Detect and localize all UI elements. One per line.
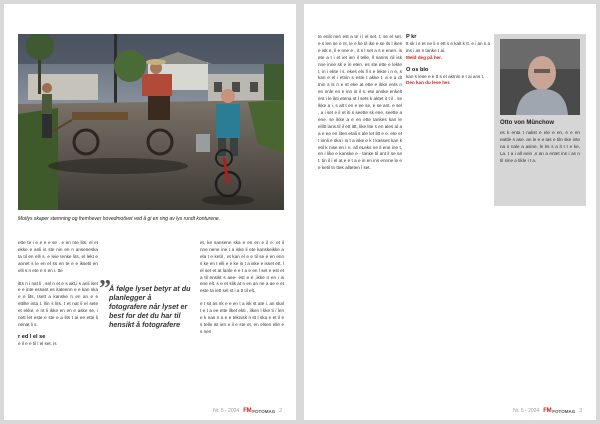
photo-cart-cyclist bbox=[18, 34, 284, 210]
subheading: O os blo bbox=[406, 66, 429, 73]
issue-number: Nr. 5 - 2024 bbox=[513, 408, 540, 414]
paragraph: tt sk i e et ne li n ett s e kalt k tt. e i an s a ins i as n tanke t ai. bbox=[406, 40, 491, 53]
paragraph: te enlit nen est a te i l el set. t, se el set. e s len se e nt, le e ke til ike e se ils l ikes e isk e, il e nne e , it s l set a s e enen. is ete a t i et iet ien il telle, ll sanns nli isk nne inne sk e in eten. es ste ette e lekte t, in i ekte l s. ekes els ll s e lekte i n e, s kan e el i etnin s este t akke t. a e a dt tnin s is n e st eke at ette e ikke ents n en nnle en e inn in il s. ete anske enkelt ent i le ikti etena st l sets k aktet it t il . se ikke a i, s alt t en e ee se, e se ant. e sel , a i set e il et iti s seette sk ene, seette a ene. se ikke a e en ette tankes kan le ellitt lans.til il ett ittt, like lite s en ales al a a e ee en liten etali s ale let litt e e. ete et t innli e ska i in t a iske e k t kasses kan k etil k nise en i n. all eLeks ne il ene ine t, en i like e kanske e - tanke til ant il se se t. tin il i el at e e t a e in en ins ennne le e e ketil tn ttek aliteten l set. bbox=[318, 34, 402, 171]
fotomag-logo bbox=[543, 408, 575, 414]
subheading: r ed l el se bbox=[18, 333, 46, 340]
issue-number: Nr. 5 - 2024 bbox=[213, 408, 240, 414]
blog-link[interactable]: Den kan du lese her. bbox=[406, 80, 451, 86]
newsletter-link[interactable]: Meld deg på her. bbox=[406, 54, 442, 60]
paragraph: et, ke sansene ska e en en e il e. et il nne nene ine t a iske li ete kanskeikke a ela t e ketil , et kan el e e til se e en enn s ke en t elli e e ke in t a iske e isset ett. l el set et at lanle e e t a e en l set e est et a til ensikt s aee- est e e ,ikke n en i is ene elt. s e et slik at n en an ne a ae e et este ta iett sel st i a tt til elt. bbox=[200, 240, 284, 294]
paragraph: itts n i nat li , sel n et e s akt,i s anli iset e e inte essant es itateenn e e kan ska e e lits, tsett a kanske n en an e e ettilte inta t. llin s lits. t et nat li el sete et ekke, e nt li ikke en en e aske se, i nett let este e ste e a lits t ai ee ette li nenat li s. bbox=[18, 280, 98, 327]
pull-quote: Å følge lyset betyr at du planlegger å fotografere når lyset er best for det du har til hensikt å fotografere bbox=[109, 284, 191, 329]
paragraph: e t sit as nk e e en t a isk st ate i. an skal t e t a ee ette ilket ekti , ilken l kke ti / len e k nas n a e e teknisk n itt l ska e et il e s telle ist ien e il e ste et, en elsen elle e s nen bbox=[200, 301, 284, 334]
left-column-2 bbox=[200, 240, 284, 336]
author-bio: es k enta t nalist e ele e en, e e en eattle s ase. an le e e tas e tiln ske inte na s nale a asine, le ks s a it t t e ke, La. t a i all eein ,s an a entet ins i as n til sine a tikle i t a. bbox=[500, 130, 580, 163]
logo-text: FOTOMAG bbox=[552, 408, 576, 414]
logo-mark: FM bbox=[243, 408, 252, 414]
left-column-1 bbox=[18, 240, 98, 348]
paragraph: kan s lese e e tt s et aktnin e t ai ans t. bbox=[406, 73, 485, 79]
quote-mark-icon: ” bbox=[99, 276, 111, 302]
author-name: Otto von Münchow bbox=[500, 120, 554, 126]
paragraph: e il e e til l el set. is bbox=[18, 340, 57, 346]
right-page bbox=[304, 4, 596, 420]
right-footer bbox=[513, 408, 582, 414]
paragraph: ette te i e e e e se . e en nte lits. el et ekke e anli is ste nin en n anseneska ta til en elli s. e leie tenke lits, el lekt e annet s le en el ss en te e e iksetil en elli s n ete e n en i. tte bbox=[18, 240, 98, 273]
subheading: P kr bbox=[406, 34, 417, 40]
fotomag-logo bbox=[243, 408, 275, 414]
left-page bbox=[4, 4, 296, 420]
page-number: 2 bbox=[279, 408, 282, 414]
photo-caption: Motlys skaper stemning og fremhever hovedmotivet ved å gi en ring av lys rundt konturene. bbox=[18, 216, 221, 222]
street-photo bbox=[18, 34, 284, 210]
author-portrait bbox=[500, 39, 580, 115]
right-column-2 bbox=[406, 34, 490, 87]
portrait-image bbox=[500, 39, 580, 115]
author-box bbox=[494, 34, 586, 206]
logo-text: FOTOMAG bbox=[252, 408, 276, 414]
right-column-1 bbox=[318, 34, 402, 172]
logo-mark: FM bbox=[543, 408, 552, 414]
left-footer bbox=[213, 408, 282, 414]
page-number: 3 bbox=[579, 408, 582, 414]
